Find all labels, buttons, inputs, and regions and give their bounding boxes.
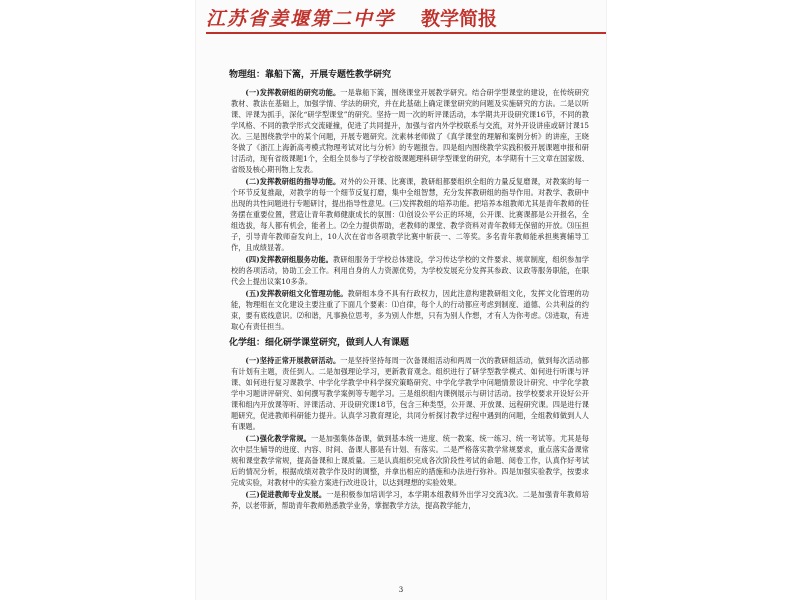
paragraph-lead: (二)强化教学常规。 <box>245 434 312 443</box>
paragraph <box>231 489 589 511</box>
paragraph-lead: (三)促进教师专业发展。 <box>245 490 327 499</box>
article-body <box>231 68 589 512</box>
newsletter-page <box>196 0 606 600</box>
paragraph <box>231 355 589 432</box>
paragraph <box>231 87 589 175</box>
paragraph-lead: (一)发挥教研组的研究功能。 <box>245 88 341 97</box>
section-title-physics: 物理组：靠船下篙，开展专题性教学研究 <box>229 70 392 80</box>
paragraph-lead: (二)发挥教研组的指导功能。 <box>245 177 341 186</box>
masthead <box>206 2 606 34</box>
paragraph <box>231 176 589 253</box>
paragraph-text: 对外的公开课、比赛课，教研组都要组织全组的力量反复磨课，对教案的每一个环节反复推敲，对教学的每一个细节反复打磨，集中全组智慧，充分发挥教研组的指导作用。对教学、教研中出现的共性问题进行专题研讨，提出指导性意见。(三)发挥教组的培养功能。把培养本组教师尤其是青年教师的任务摆在重要位置，营造让青年教师健康成长的氛围：⑴创设公平公正的环境，公开课、比赛课都是公开报名，全组选拔，每人都有机会，能者上。⑵全力提供帮助，老教师的课堂、教学资料对青年教师无保留的开放。⑶压担子，引导青年教师奋发向上，10人次在省市各项教学比赛中斩获一、二等奖。多名青年教师能承担奥赛辅导工作，且成绩显著。 <box>231 177 589 252</box>
page-number: 3 <box>398 586 404 594</box>
paragraph-text: 一是靠船下篙，围绕课堂开展教学研究。结合研学型课堂的建设，在传统研究教材、教法在基础上，加强学情、学法的研究，并在此基础上确定课堂研究的问题及实施研究的方法。二是以听课、评课为抓手，深化“研学型课堂”的研究。坚持一周一次的听评课活动，本学期共开设研究课16节，不同的教学风格、不同的教学形式交流碰撞，促进了共同提升，加强与省内外学校联系与交流，对外开设讲座或研讨课15次。三是围绕教学中的某个问题，开展专题研究。沈素林老师做了《真学课堂的理解和案例分析》的讲座，王晓冬做了《浙江上海新高考模式物理考试对比与分析》的专题报告。四是组内围绕教学实践积极开展课题申报和研讨活动，现有省级课题1个，全组全员参与了学校省级课题理科研学型课堂的研究，本学期有十三文章在国家级、省级及核心期刊物上发表。 <box>231 88 589 174</box>
paragraph-text: 一是积极参加培训学习，本学期本组教师外出学习交流3次。二是加强青年教师培养，以老带新，帮助青年教师熟悉教学业务，掌握教学方法，提高教学能力， <box>231 490 589 510</box>
section-title-chemistry: 化学组：细化研学课堂研究，做到人人有课题 <box>229 338 410 348</box>
paragraph-text: 教研组服务于学校总体建设，学习传达学校的文件要求、规章制度，组织参加学校的各项活动，协助工会工作。利用自身的人力资源优势，为学校发展充分发挥其参政、议政等服务职能，在职代会上提出议案10多条。 <box>231 255 589 286</box>
paragraph <box>231 433 589 488</box>
newsletter-title: 教学简报 <box>421 8 498 30</box>
school-name: 江苏省姜堰第二中学 <box>206 8 396 30</box>
paragraph <box>231 254 589 287</box>
paragraph-text: 教研组本身不具有行政权力，因此注意构建教研组文化，发挥文化管理的功能，物理组在文化建设主要注重了下面几个要素：⑴自律，每个人的行动都应考虑到制度、道德、公共利益的约束，要有底线意识。⑵和谐，凡事换位思考，多为别人作想，只有为别人作想，才有人为你考虑。⑶进取，有进取心有责任担当。 <box>231 289 589 331</box>
paragraph-lead: (五)发挥教研组文化管理功能。 <box>245 289 348 298</box>
paragraph-lead: (一)坚持正常开展教研活动。 <box>245 356 341 365</box>
paragraph-text: 一是加强集体备课，做到基本统一进度、统一教案、统一练习、统一考试等。尤其是每次中层生辅导的进度、内容、时间、备课人都是有计划、有落实。二是严格落实教学常规要求，重点落实备课常规和课堂教学常规，提高备课和上课质量。三是认真组织完成各次阶段性考试的命题、阅卷工作，认真作好考试后的情况分析，根据成绩对教学作及时的调整，并拿出相应的措施和办法进行弥补。四是加强实验教学，按要求完成实验，对教材中的实验方案进行改进设计，以达到理想的实验效果。 <box>231 434 589 487</box>
paragraph-text: 一是坚持坚持每周一次备课组活动和两周一次的教研组活动，做到每次活动都有计划有主题，责任到人。二是加强理论学习，更新教育观念。组织进行了研学型教学模式、如何进行听课与评课、如何进行复习课教学、中学化学教学中科学探究策略研究、中学化学教学中问题情景设计研究、中学化学教学中习题讲评研究、如何撰写教学案例等专题学习。三是组织组内课例展示与研讨活动。按学校要求开设好公开课和组内开放课等听、评课活动、开设研究课18节，包含三种类型，公开课、开放课、远程研究课。四是进行课题研究，促进教师科研能力提升。认真学习教育理论，共同分析探讨教学过程中遇到的问题，全组教师做到人人有课题。 <box>231 356 589 431</box>
paragraph <box>231 288 589 332</box>
paragraph-lead: (四)发挥教研组服务功能。 <box>245 255 333 264</box>
